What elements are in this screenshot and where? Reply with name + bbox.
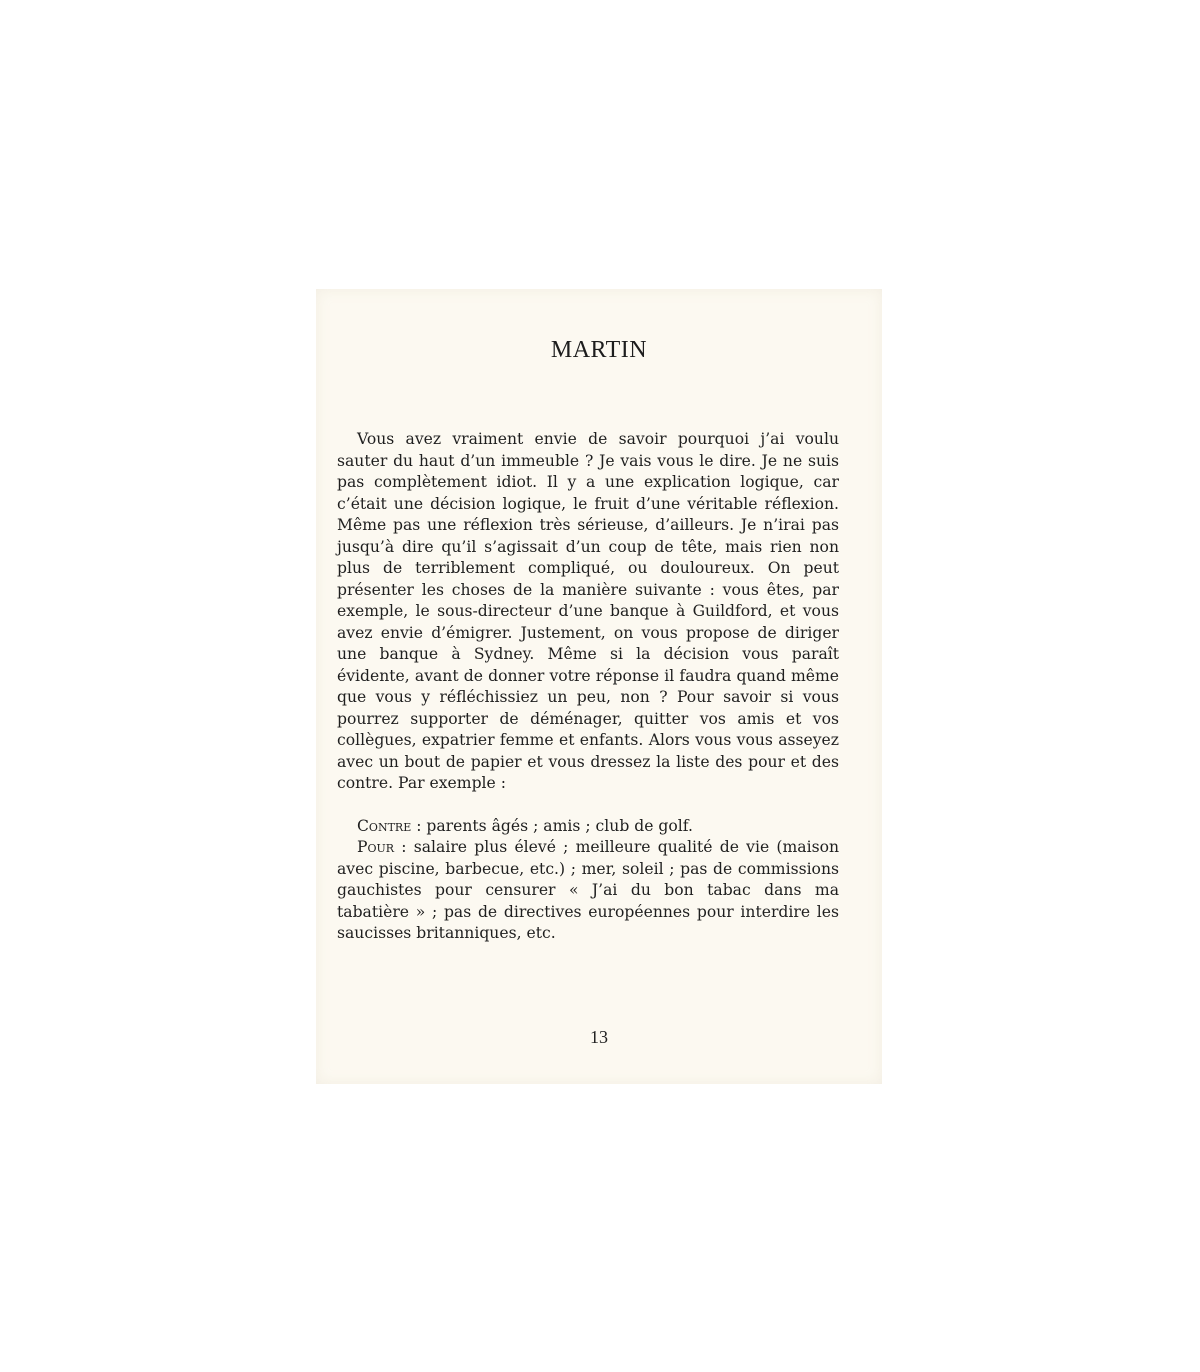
- contre-label: Contre: [357, 816, 412, 835]
- contre-text: : parents âgés ; amis ; club de golf.: [411, 816, 693, 835]
- body-text: [337, 429, 839, 945]
- pour-line: [337, 837, 839, 945]
- pour-text: : salaire plus élevé ; meilleure qualité de vie (maison avec piscine, barbecue, etc.) ; mer, soleil ; pas de commissions gauchistes pour censurer « J’ai du bon tabac dans ma tabatière » ; pas de directives européennes pour interdire les saucisses britanniques, etc.: [337, 838, 839, 942]
- page-number: 13: [590, 1027, 608, 1047]
- paragraph: Vous avez vraiment envie de savoir pourquoi j’ai voulu sauter du haut d’un immeuble ? Je vais vous le dire. Je ne suis pas complètement idiot. Il y a une explication logique, car c’était une décision logique, le fruit d’une véritable réflexion. Même pas une réflexion très sérieuse, d’ailleurs. Je n’irai pas jusqu’à dire qu’il s’agissait d’un coup de tête, mais rien non plus de terriblement compliqué, ou douloureux. On peut présenter les choses de la manière suivante : vous êtes, par exemple, le sous-directeur d’une banque à Guildford, et vous avez envie d’émigrer. Justement, on vous propose de diriger une banque à Sydney. Même si la décision vous paraît évidente, avant de donner votre réponse il faudra quand même que vous y réfléchissiez un peu, non ? Pour savoir si vous pourrez supporter de déménager, quitter vos amis et vos collègues, expatrier femme et enfants. Alors vous vous asseyez avec un bout de papier et vous dressez la liste des pour et des contre. Par exemple :: [337, 430, 839, 792]
- contre-line: [337, 816, 839, 838]
- chapter-title: MARTIN: [550, 337, 648, 363]
- book-page: [316, 289, 882, 1084]
- pour-label: Pour: [357, 838, 395, 856]
